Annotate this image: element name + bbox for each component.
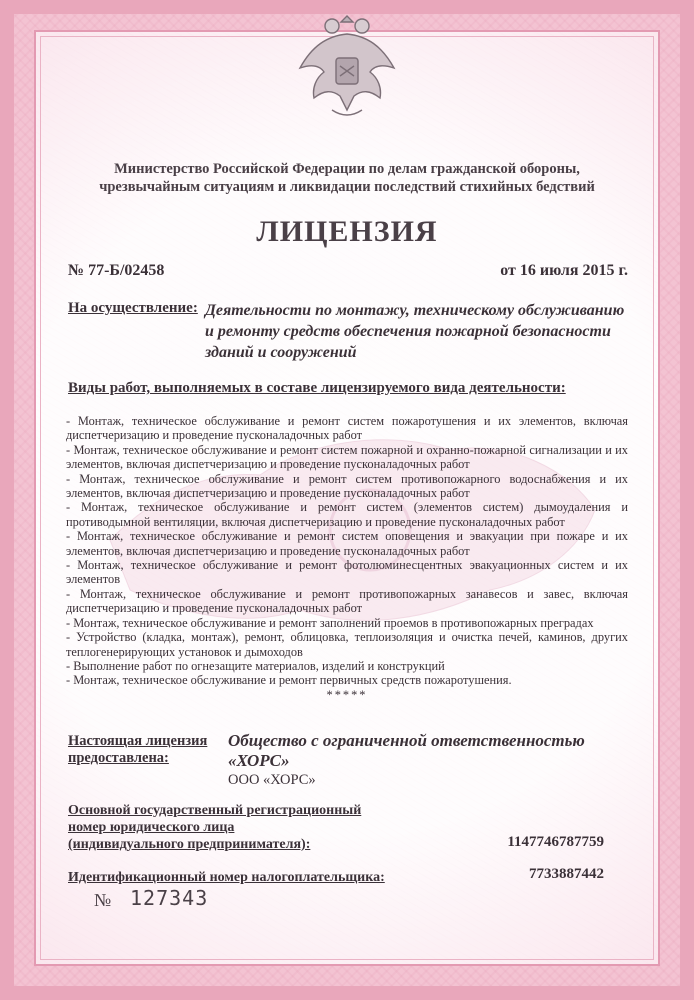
purpose-label: На осуществление: <box>68 300 198 316</box>
separator-stars: ***** <box>326 687 368 702</box>
company-full-name <box>228 731 628 771</box>
coat-of-arms-icon <box>292 6 402 124</box>
serial-mark: № <box>94 890 112 910</box>
ogrn-label-line-1: Основной государственный регистрационный <box>68 803 362 818</box>
license-number: № 77-Б/02458 <box>68 262 165 279</box>
company-name-line-2: «ХОРС» <box>228 751 290 770</box>
ministry-header <box>60 160 634 196</box>
serial-number: 127343 <box>130 886 209 910</box>
list-item: - Монтаж, техническое обслуживание и ремонт первичных средств пожаротушения. <box>66 673 512 688</box>
works-list <box>66 414 628 702</box>
list-item: - Монтаж, техническое обслуживание и ремонт систем пожарной и охранно-пожарной сигнализации и их элементов, включая диспетчеризацию и проведение пусконаладочных работ <box>66 442 628 472</box>
works-label: Виды работ, выполняемых в составе лицензируемого вида деятельности: <box>68 380 566 396</box>
ogrn-label-line-3: (индивидуального предпринимателя): <box>68 837 311 852</box>
document-title: ЛИЦЕНЗИЯ <box>256 215 438 248</box>
granted-label <box>68 733 207 767</box>
list-item: - Монтаж, техническое обслуживание и ремонт противопожарных занавесов и завес, включая диспетчеризацию и проведение пусконаладочных работ <box>66 586 628 616</box>
inn-value: 7733887442 <box>529 866 604 882</box>
list-item: - Выполнение работ по огнезащите материалов, изделий и конструкций <box>66 658 445 673</box>
company-short-name: ООО «ХОРС» <box>228 772 316 788</box>
list-item: - Монтаж, техническое обслуживание и ремонт фотолюминесцентных эвакуационных систем и их элементов <box>66 558 628 587</box>
ogrn-value: 1147746787759 <box>507 834 604 850</box>
list-item: - Монтаж, техническое обслуживание и ремонт систем пожаротушения и их элементов, включая диспетчеризацию и проведение пусконаладочных работ <box>66 414 628 443</box>
list-item: - Монтаж, техническое обслуживание и ремонт систем оповещения и эвакуации при пожаре и их элементов, включая диспетчеризацию и проведение пусконаладочных работ <box>66 529 628 558</box>
ministry-line-2: чрезвычайным ситуациям и ликвидации последствий стихийных бедствий <box>99 179 595 195</box>
list-item: - Монтаж, техническое обслуживание и ремонт систем (элементов систем) дымоудаления и противодымной вентиляции, включая диспетчеризацию и проведение пусконаладочных работ <box>66 500 628 529</box>
ogrn-label <box>68 802 361 853</box>
granted-label-line-2: предоставлена: <box>68 750 169 766</box>
list-item: - Устройство (кладка, монтаж), ремонт, облицовка, теплоизоляция и очистка печей, каминов, других теплогенерирующих установок и дымоходов <box>66 630 628 659</box>
company-name-line-1: Общество с ограниченной ответственностью <box>228 731 585 750</box>
list-item: - Монтаж, техническое обслуживание и ремонт систем противопожарного водоснабжения и их элементов, включая диспетчеризацию и проведение пусконаладочных работ <box>66 471 628 501</box>
ministry-line-1: Министерство Российской Федерации по делам гражданской обороны, <box>114 161 580 177</box>
list-item: - Монтаж, техническое обслуживание и ремонт заполнений проемов в противопожарных преградах <box>66 615 594 630</box>
license-date: от 16 июля 2015 г. <box>500 262 628 279</box>
purpose-text: Деятельности по монтажу, техническому обслуживанию и ремонту средств обеспечения пожарной безопасности зданий и сооружений <box>205 302 625 361</box>
inn-label: Идентификационный номер налогоплательщика: <box>68 870 385 885</box>
granted-label-line-1: Настоящая лицензия <box>68 733 208 749</box>
ogrn-label-line-2: номер юридического лица <box>68 820 235 835</box>
